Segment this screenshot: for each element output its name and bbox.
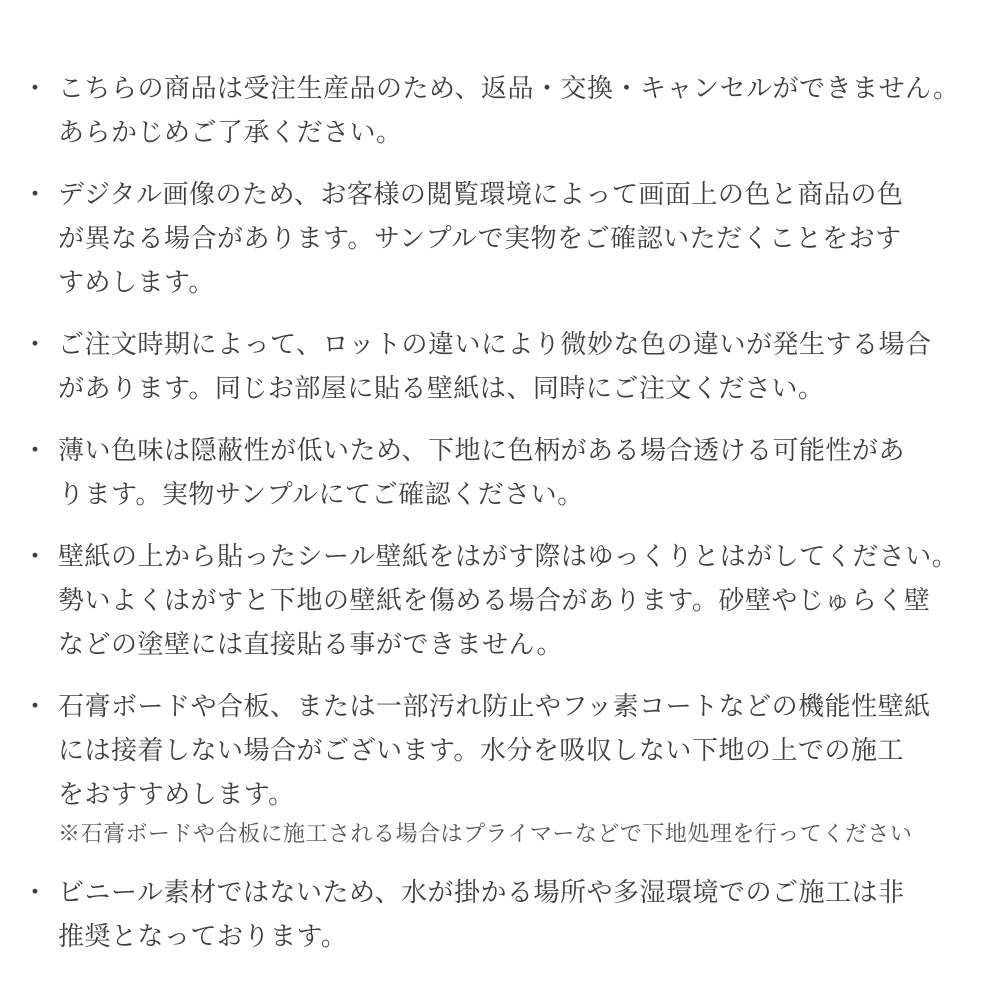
note-item-peeling [22,534,984,666]
bullet-marker: ・ [22,691,49,721]
note-item-digital-color [22,172,984,304]
note-item-light-colors [22,428,984,516]
bullet-marker: ・ [22,541,49,571]
note-line: デジタル画像のため、お客様の閲覧環境によって画面上の色と商品の色 [58,179,904,209]
note-line: ビニール素材ではないため、水が掛かる場所や多湿環境でのご施工は非 [58,877,905,907]
bullet-marker: ・ [22,877,49,907]
note-line: すめします。 [58,267,215,297]
note-item-vinyl-material [22,870,984,958]
note-line: 薄い色味は隠蔽性が低いため、下地に色柄がある場合透ける可能性があ [58,435,905,465]
note-line: をおすすめします。 [58,779,295,809]
note-line: 勢いよくはがすと下地の壁紙を傷める場合があります。砂壁やじゅらく壁 [58,585,931,615]
note-line: があります。同じお部屋に貼る壁紙は、同時にご注文ください。 [58,373,825,403]
note-subnote-primer: ※石膏ボードや合板に施工される場合はプライマーなどで下地処理を行ってください [58,821,913,846]
bullet-marker: ・ [22,73,49,103]
bullet-marker: ・ [22,435,49,465]
note-line: には接着しない場合がございます。水分を吸収しない下地の上での施工 [58,735,904,765]
note-item-adhesion [22,684,984,852]
note-item-lot-difference [22,322,984,410]
note-line: あらかじめご了承ください。 [58,117,403,147]
note-line: 石膏ボードや合板、または一部汚れ防止やフッ素コートなどの機能性壁紙 [58,691,931,721]
note-line: 推奨となっております。 [58,921,348,951]
note-line: などの塗壁には直接貼る事ができません。 [58,629,564,659]
note-item-returns [22,66,984,154]
note-line: 壁紙の上から貼ったシール壁紙をはがす際はゆっくりとはがしてください。 [58,541,959,571]
bullet-marker: ・ [22,329,49,359]
note-line: が異なる場合があります。サンプルで実物をご確認いただくことをおす [58,223,902,253]
bullet-marker: ・ [22,179,49,209]
note-line: こちらの商品は受注生産品のため、返品・交換・キャンセルができません。 [58,73,960,103]
note-line: ご注文時期によって、ロットの違いにより微妙な色の違いが発生する場合 [58,329,932,359]
note-line: ります。実物サンプルにてご確認ください。 [58,479,584,509]
